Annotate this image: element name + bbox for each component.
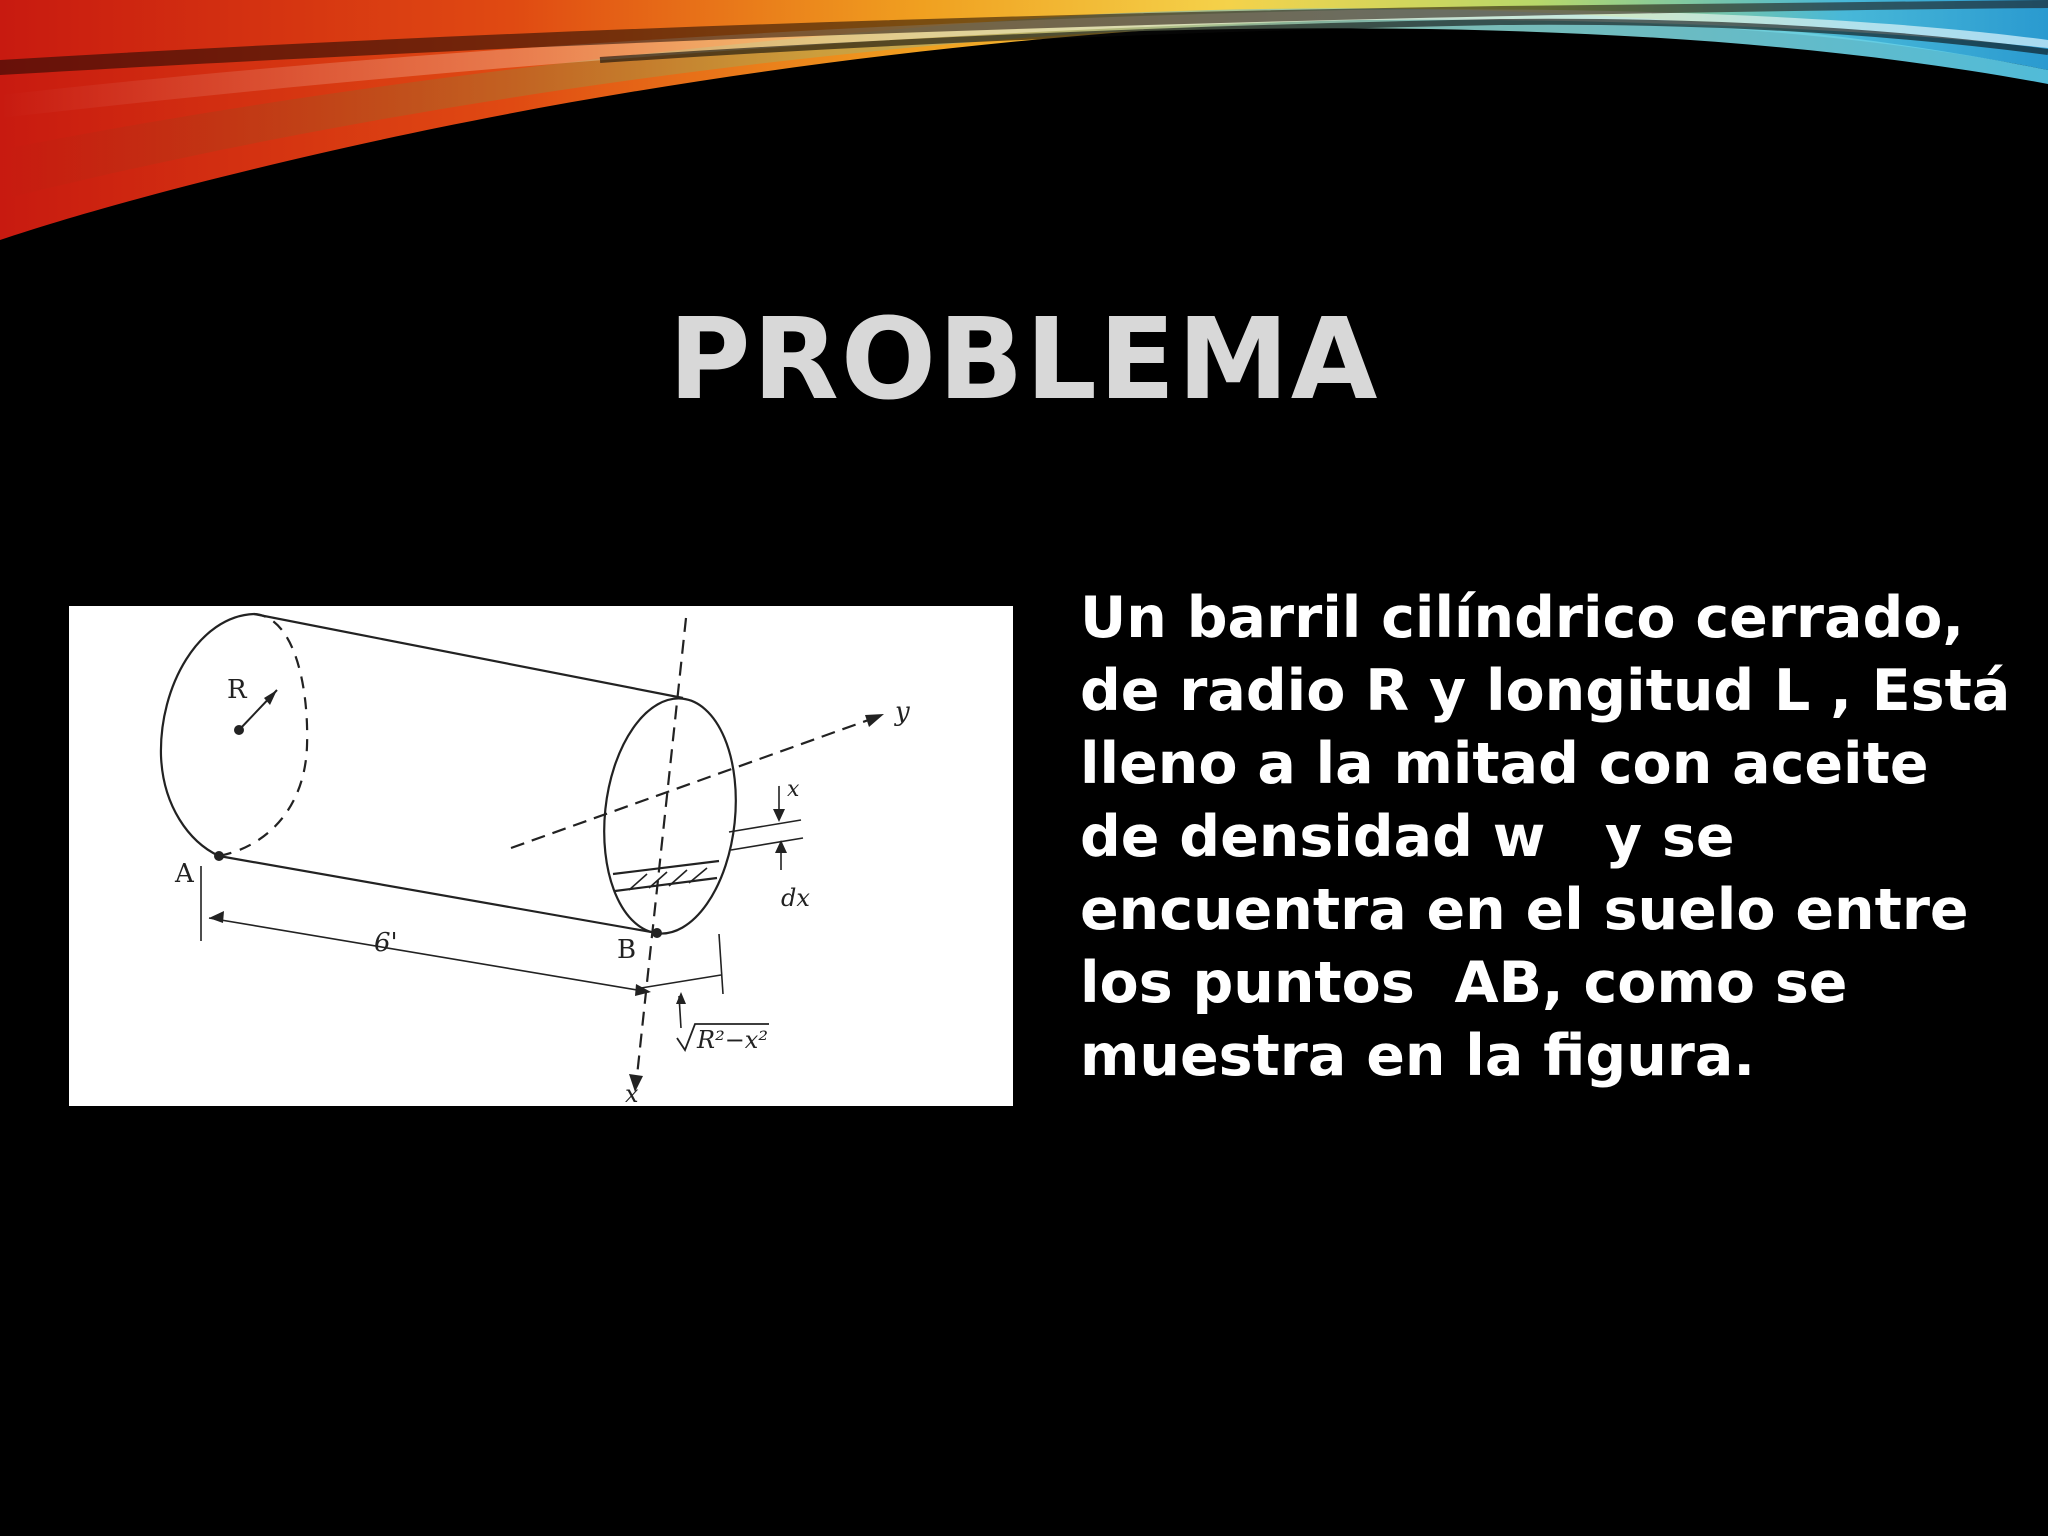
label-axis-x-bottom: x <box>625 1080 639 1106</box>
label-axis-y: y <box>895 697 910 727</box>
label-point-b: B <box>617 935 637 965</box>
label-radius: R <box>227 675 247 705</box>
statement-line: muestra en la figura. <box>1080 1023 1756 1089</box>
label-axis-x-small: x <box>787 777 800 802</box>
statement-line: Un barril cilíndrico cerrado, <box>1080 585 1965 651</box>
right-end <box>593 692 747 940</box>
slide-title: PROBLEMA <box>668 295 1380 425</box>
statement-line: encuentra en el suelo entre <box>1080 877 1969 943</box>
statement-line: de densidad w y se <box>1080 804 1735 870</box>
top-edge <box>254 614 683 698</box>
label-point-a: A <box>175 859 194 889</box>
y-axis-line <box>511 718 874 848</box>
statement-line: lleno a la mitad con aceite <box>1080 731 1929 797</box>
problem-statement <box>1080 582 2030 1093</box>
bottom-edge <box>219 856 657 933</box>
left-end-solid <box>161 614 254 856</box>
svg-text:R²−x²: R²−x² <box>697 1026 768 1054</box>
x-axis-line <box>637 618 686 1076</box>
sqrt-expression <box>677 1024 769 1054</box>
decorative-ribbon <box>0 0 2048 260</box>
statement-line: de radio R y longitud L , Está <box>1080 658 2011 724</box>
label-strip-dx: dx <box>781 884 810 912</box>
label-length: 6' <box>374 928 398 958</box>
left-end-dashed <box>219 614 307 856</box>
cylinder-figure <box>69 606 1013 1106</box>
statement-line: los puntos AB, como se <box>1080 950 1848 1016</box>
